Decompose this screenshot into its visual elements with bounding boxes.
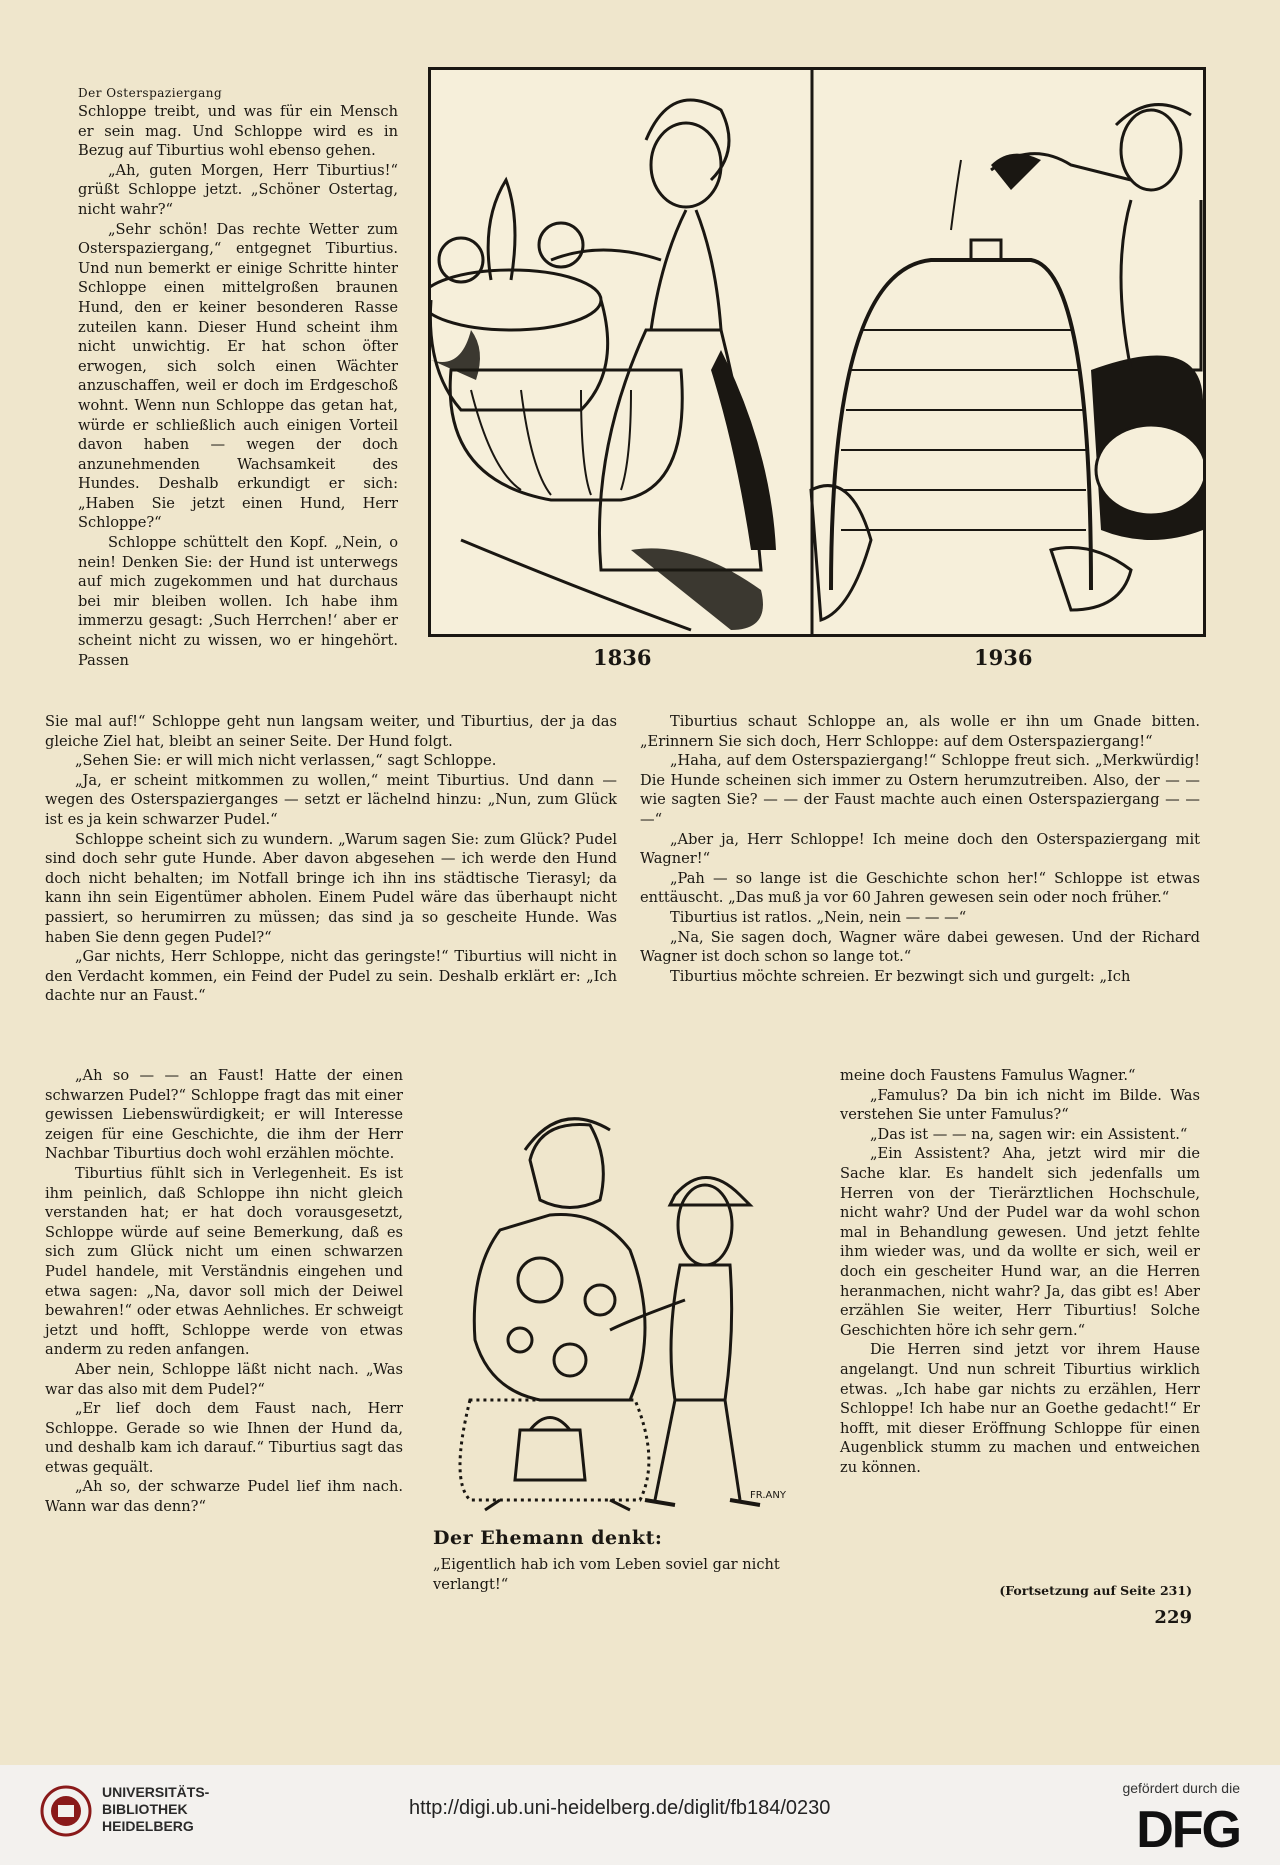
- illustration-1836-1936: [428, 67, 1206, 637]
- university-seal-icon: [40, 1785, 92, 1837]
- paragraph: „Na, Sie sagen doch, Wagner wäre dabei gewesen. Und der Richard Wagner ist doch schon so lange tot.“: [640, 928, 1200, 966]
- paragraph: „Das ist — — na, sagen wir: ein Assistent.“: [870, 1125, 1188, 1143]
- paragraph: „Pah — so lange ist die Geschichte schon her!“ Schloppe ist etwas enttäuscht. „Das muß ja vor 60 Jahren gewesen sein oder noch früher.“: [640, 869, 1200, 907]
- paragraph: Die Herren sind jetzt vor ihrem Hause angelangt. Und nun schreit Tiburtius wirklich etwas. „Ich habe gar nichts zu erzählen, Herr Schloppe! Ich habe nur an Goethe gedacht!“ Er hofft, mit dieser Eröffnung Schloppe für einen Augenblick stumm zu machen und entweichen zu können.: [840, 1341, 1200, 1476]
- column-1-top: [78, 102, 398, 670]
- paragraph: Aber nein, Schloppe läßt nicht nach. „Was war das also mit dem Pudel?“: [45, 1360, 403, 1398]
- column-1-bottom: [45, 1066, 403, 1517]
- paragraph: „Ah so, der schwarze Pudel lief ihm nach. Wann war das denn?“: [45, 1478, 403, 1516]
- paragraph: Tiburtius schaut Schloppe an, als wolle er ihn um Gnade bitten. „Erinnern Sie sich doch, Herr Schloppe: auf dem Osterspaziergang!“: [640, 713, 1200, 750]
- year-label-1936: 1936: [974, 645, 1033, 670]
- caption-title: Der Ehemann denkt:: [433, 1527, 663, 1549]
- running-head: Der Osterspaziergang: [78, 86, 223, 100]
- continuation-note: (Fortsetzung auf Seite 231): [999, 1583, 1192, 1598]
- paragraph: „Ja, er scheint mitkommen zu wollen,“ meint Tiburtius. Und dann — wegen des Osterspazierganges — setzt er lächelnd hinzu: „Nun, zum Glück ist es ja kein schwarzer Pudel.“: [45, 771, 617, 828]
- paragraph: „Ah so — — an Faust! Hatte der einen schwarzen Pudel?“ Schloppe fragt das mit einer gewissen Liebenswürdigkeit; er will Interesse zeigen für eine Geschichte, die ihm der Herr Nachbar Tiburtius doch wohl erzählen möchte.: [45, 1067, 403, 1163]
- column-3-bottom: [840, 1066, 1200, 1477]
- paragraph: Schloppe schüttelt den Kopf. „Nein, o nein! Denken Sie: der Hund ist unterwegs auf mich zugekommen und hat durchaus bei mir bleiben wollen. Ich habe ihm immerzu gesagt: ‚Such Herrchen!‘ aber er scheint nicht zu wissen, wo er hingehört. Passen: [78, 534, 398, 669]
- paragraph: meine doch Faustens Famulus Wagner.“: [840, 1067, 1136, 1084]
- page-number: 229: [1154, 1607, 1192, 1628]
- paragraph: „Ah, guten Morgen, Herr Tiburtius!“ grüßt Schloppe jetzt. „Schöner Ostertag, nicht wahr?“: [78, 161, 398, 218]
- university-name: UNIVERSITÄTS- BIBLIOTHEK HEIDELBERG: [102, 1784, 210, 1834]
- illustration-drawing: [431, 70, 1203, 634]
- paragraph: Schloppe treibt, und was für ein Mensch er sein mag. Und Schloppe wird es in Bezug auf Tiburtius wohl ebenso gehen.: [78, 103, 398, 160]
- couple-drawing: [430, 1100, 840, 1525]
- column-2-middle: [640, 712, 1200, 986]
- paragraph: Tiburtius fühlt sich in Verlegenheit. Es ist ihm peinlich, daß Schloppe ihn nicht gleich verstanden hat; er hat doch vorausgesetzt, Schloppe würde auf seine Bemerkung, daß es sich zum Glück nicht um einen schwarzen Pudel handele, mit Verständnis eingehen und etwa sagen: „Na, davor soll mich der Deiwel bewahren!“ oder etwas Aehnliches. Er schweigt jetzt und hofft, Schloppe werde von etwas anderm zu reden anfangen.: [45, 1164, 403, 1359]
- paragraph: Schloppe scheint sich zu wundern. „Warum sagen Sie: zum Glück? Pudel sind doch sehr gute Hunde. Aber davon abgesehen — ich werde den Hund doch nicht behalten; im Notfall bringe ich ihn ins städtische Tierasyl; da kann ihn sein Eigentümer abholen. Einem Pudel wäre das überhaupt nicht passiert, so herumirren zu müssen; das sind ja so gescheite Hunde. Was haben Sie denn gegen Pudel?“: [45, 830, 617, 946]
- paragraph: „Sehr schön! Das rechte Wetter zum Osterspaziergang,“ entgegnet Tiburtius. Und nun bemerkt er einige Schritte hinter Schloppe einen mittelgroßen braunen Hund, den er keiner besonderen Rasse zuteilen kann. Dieser Hund scheint ihm nicht unwichtig. Er hat schon öfter erwogen, sich solch einen Wächter anzuschaffen, weil er doch im Erdgeschoß wohnt. Wenn nun Schloppe das getan hat, würde er schließlich auch einigen Vorteil davon haben — wegen der doch anzunehmenden Wachsamkeit des Hundes. Deshalb erkundigt er sich: „Haben Sie jetzt einen Hund, Herr Schloppe?“: [78, 220, 398, 532]
- paragraph: Tiburtius ist ratlos. „Nein, nein — — —“: [670, 908, 967, 926]
- paragraph: „Famulus? Da bin ich nicht im Bilde. Was verstehen Sie unter Famulus?“: [840, 1086, 1200, 1124]
- year-label-1836: 1836: [593, 645, 652, 670]
- funding-note: gefördert durch die: [1122, 1780, 1240, 1796]
- paragraph: „Er lief doch dem Faust nach, Herr Schloppe. Gerade so wie Ihnen der Hund da, und deshalb kam ich darauf.“ Tiburtius sagt das etwas gequält.: [45, 1400, 403, 1476]
- paragraph: Sie mal auf!“ Schloppe geht nun langsam weiter, und Tiburtius, der ja das gleiche Ziel hat, bleibt an seiner Seite. Der Hund folgt.: [45, 713, 617, 750]
- paragraph: „Ein Assistent? Aha, jetzt wird mir die Sache klar. Es handelt sich jedenfalls um Herren von der Tierärztlichen Hochschule, nicht wahr? Und der Pudel war da wohl schon mal in Behandlung gewesen. Und jetzt fehlte ihm wieder was, und da wollte er sich, weil er doch ein gescheiter Hund war, an die Herren heranmachen, nicht wahr? Ja, das gibt es! Aber erzählen Sie weiter, Herr Tiburtius! Solche Geschichten höre ich sehr gern.“: [840, 1145, 1200, 1339]
- illustration-married-couple: [430, 1100, 840, 1525]
- paragraph: „Sehen Sie: er will mich nicht verlassen,“ sagt Schloppe.: [75, 752, 497, 770]
- dfg-logo[interactable]: DFG: [1136, 1801, 1240, 1859]
- column-1-middle: [45, 712, 617, 1006]
- artist-signature: FR.ANY: [750, 1490, 786, 1501]
- paragraph: „Haha, auf dem Osterspaziergang!“ Schloppe freut sich. „Merkwürdig! Die Hunde scheinen sich immer zu Ostern herumzutreiben. Also, der — — wie sagten Sie? — — der Faust machte auch einen Osterspaziergang — — —“: [640, 752, 1200, 828]
- caption-text: „Eigentlich hab ich vom Leben soviel gar nicht verlangt!“: [433, 1556, 780, 1593]
- paragraph: Tiburtius möchte schreien. Er bezwingt sich und gurgelt: „Ich: [670, 967, 1131, 985]
- document-url[interactable]: http://digi.ub.uni-heidelberg.de/diglit/fb184/0230: [409, 1797, 831, 1819]
- paragraph: „Aber ja, Herr Schloppe! Ich meine doch den Osterspaziergang mit Wagner!“: [640, 830, 1200, 868]
- paragraph: „Gar nichts, Herr Schloppe, nicht das geringste!“ Tiburtius will nicht in den Verdacht kommen, ein Feind der Pudel zu sein. Deshalb erklärt er: „Ich dachte nur an Faust.“: [45, 948, 617, 1005]
